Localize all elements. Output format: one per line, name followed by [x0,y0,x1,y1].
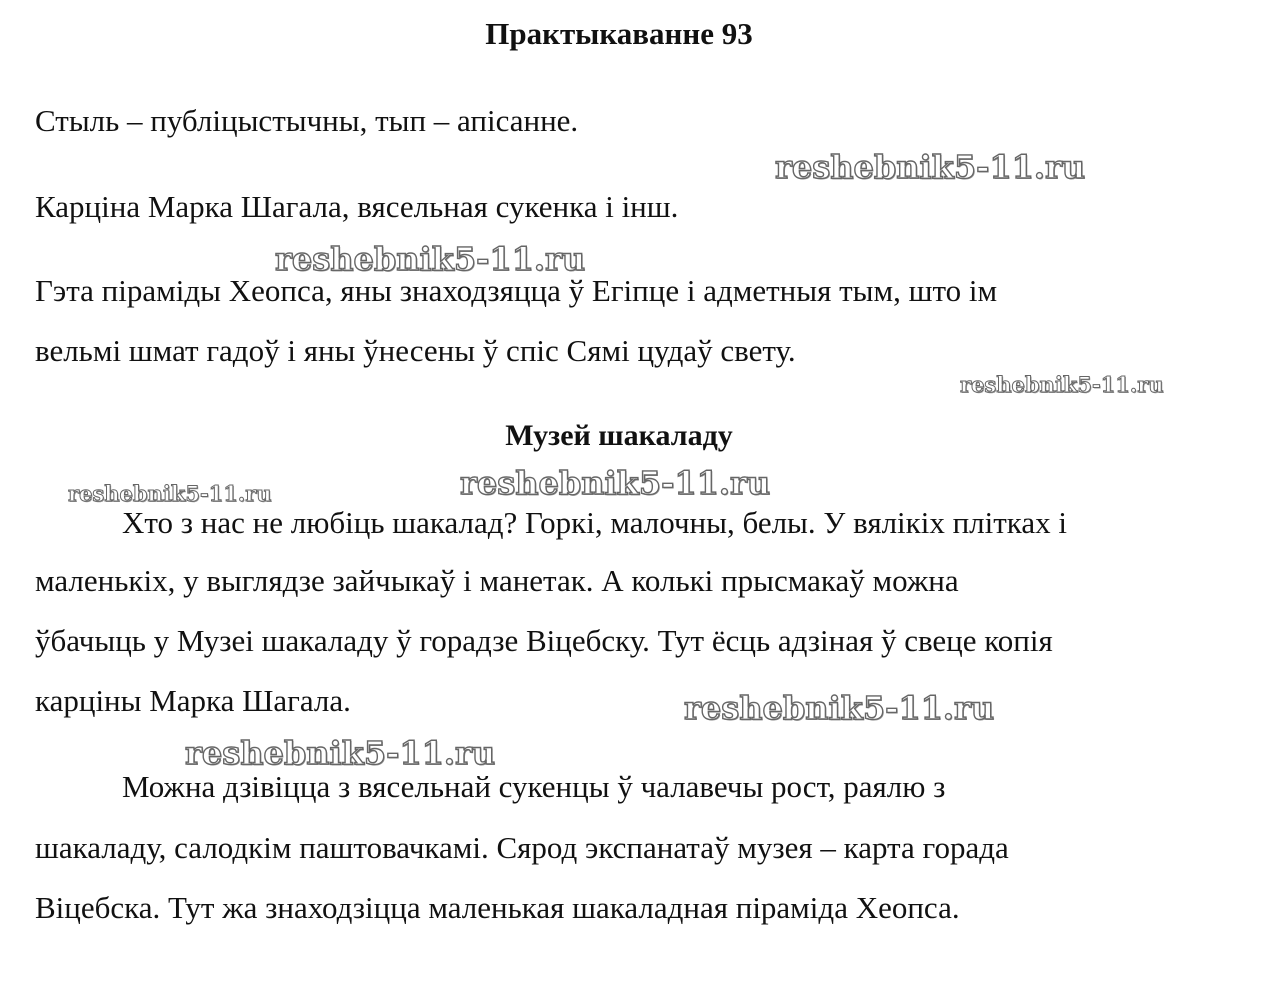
page-title: Практыкаванне 93 [485,16,753,51]
watermark: reshebnik5-11.ru [775,148,1086,186]
paragraph1-line-4: карціны Марка Шагала. [35,683,351,718]
paragraph2-line-3: Віцебска. Тут жа знаходзіцца маленькая шакаладная піраміда Хеопса. [35,890,960,925]
intro-line-pyramids-2: вельмі шмат гадоў і яны ўнесены ў спіс Сямі цудаў свету. [35,333,796,368]
paragraph1-line-3: ўбачыць у Музеі шакаладу ў горадзе Віцебску. Тут ёсць адзіная ў свеце копія [35,623,1053,658]
watermark: reshebnik5-11.ru [960,372,1164,397]
paragraph1-line-2: маленькіх, у выглядзе зайчыкаў і манетак. А колькі прысмакаў можна [35,563,959,598]
watermark: reshebnik5-11.ru [185,734,496,772]
watermark: reshebnik5-11.ru [68,481,272,506]
watermark: reshebnik5-11.ru [460,464,771,502]
paragraph2-line-1: Можна дзівіцца з вясельнай сукенцы ў чалавечы рост, раялю з [122,769,946,804]
watermark: reshebnik5-11.ru [684,689,995,727]
intro-line-style: Стыль – публіцыстычны, тып – апісанне. [35,103,579,138]
intro-line-pyramids-1: Гэта піраміды Хеопса, яны знаходзяцца ў Егіпце і адметныя тым, што ім [35,273,998,308]
watermark: reshebnik5-11.ru [275,240,586,278]
paragraph1-line-1: Хто з нас не любіць шакалад? Горкі, малочны, белы. У вялікіх плітках і [122,505,1068,540]
essay-title: Музей шакаладу [505,419,733,452]
paragraph2-line-2: шакаладу, салодкім паштовачкамі. Сярод экспанатаў музея – карта горада [35,830,1009,865]
intro-line-examples: Карціна Марка Шагала, вясельная сукенка і інш. [35,189,679,224]
